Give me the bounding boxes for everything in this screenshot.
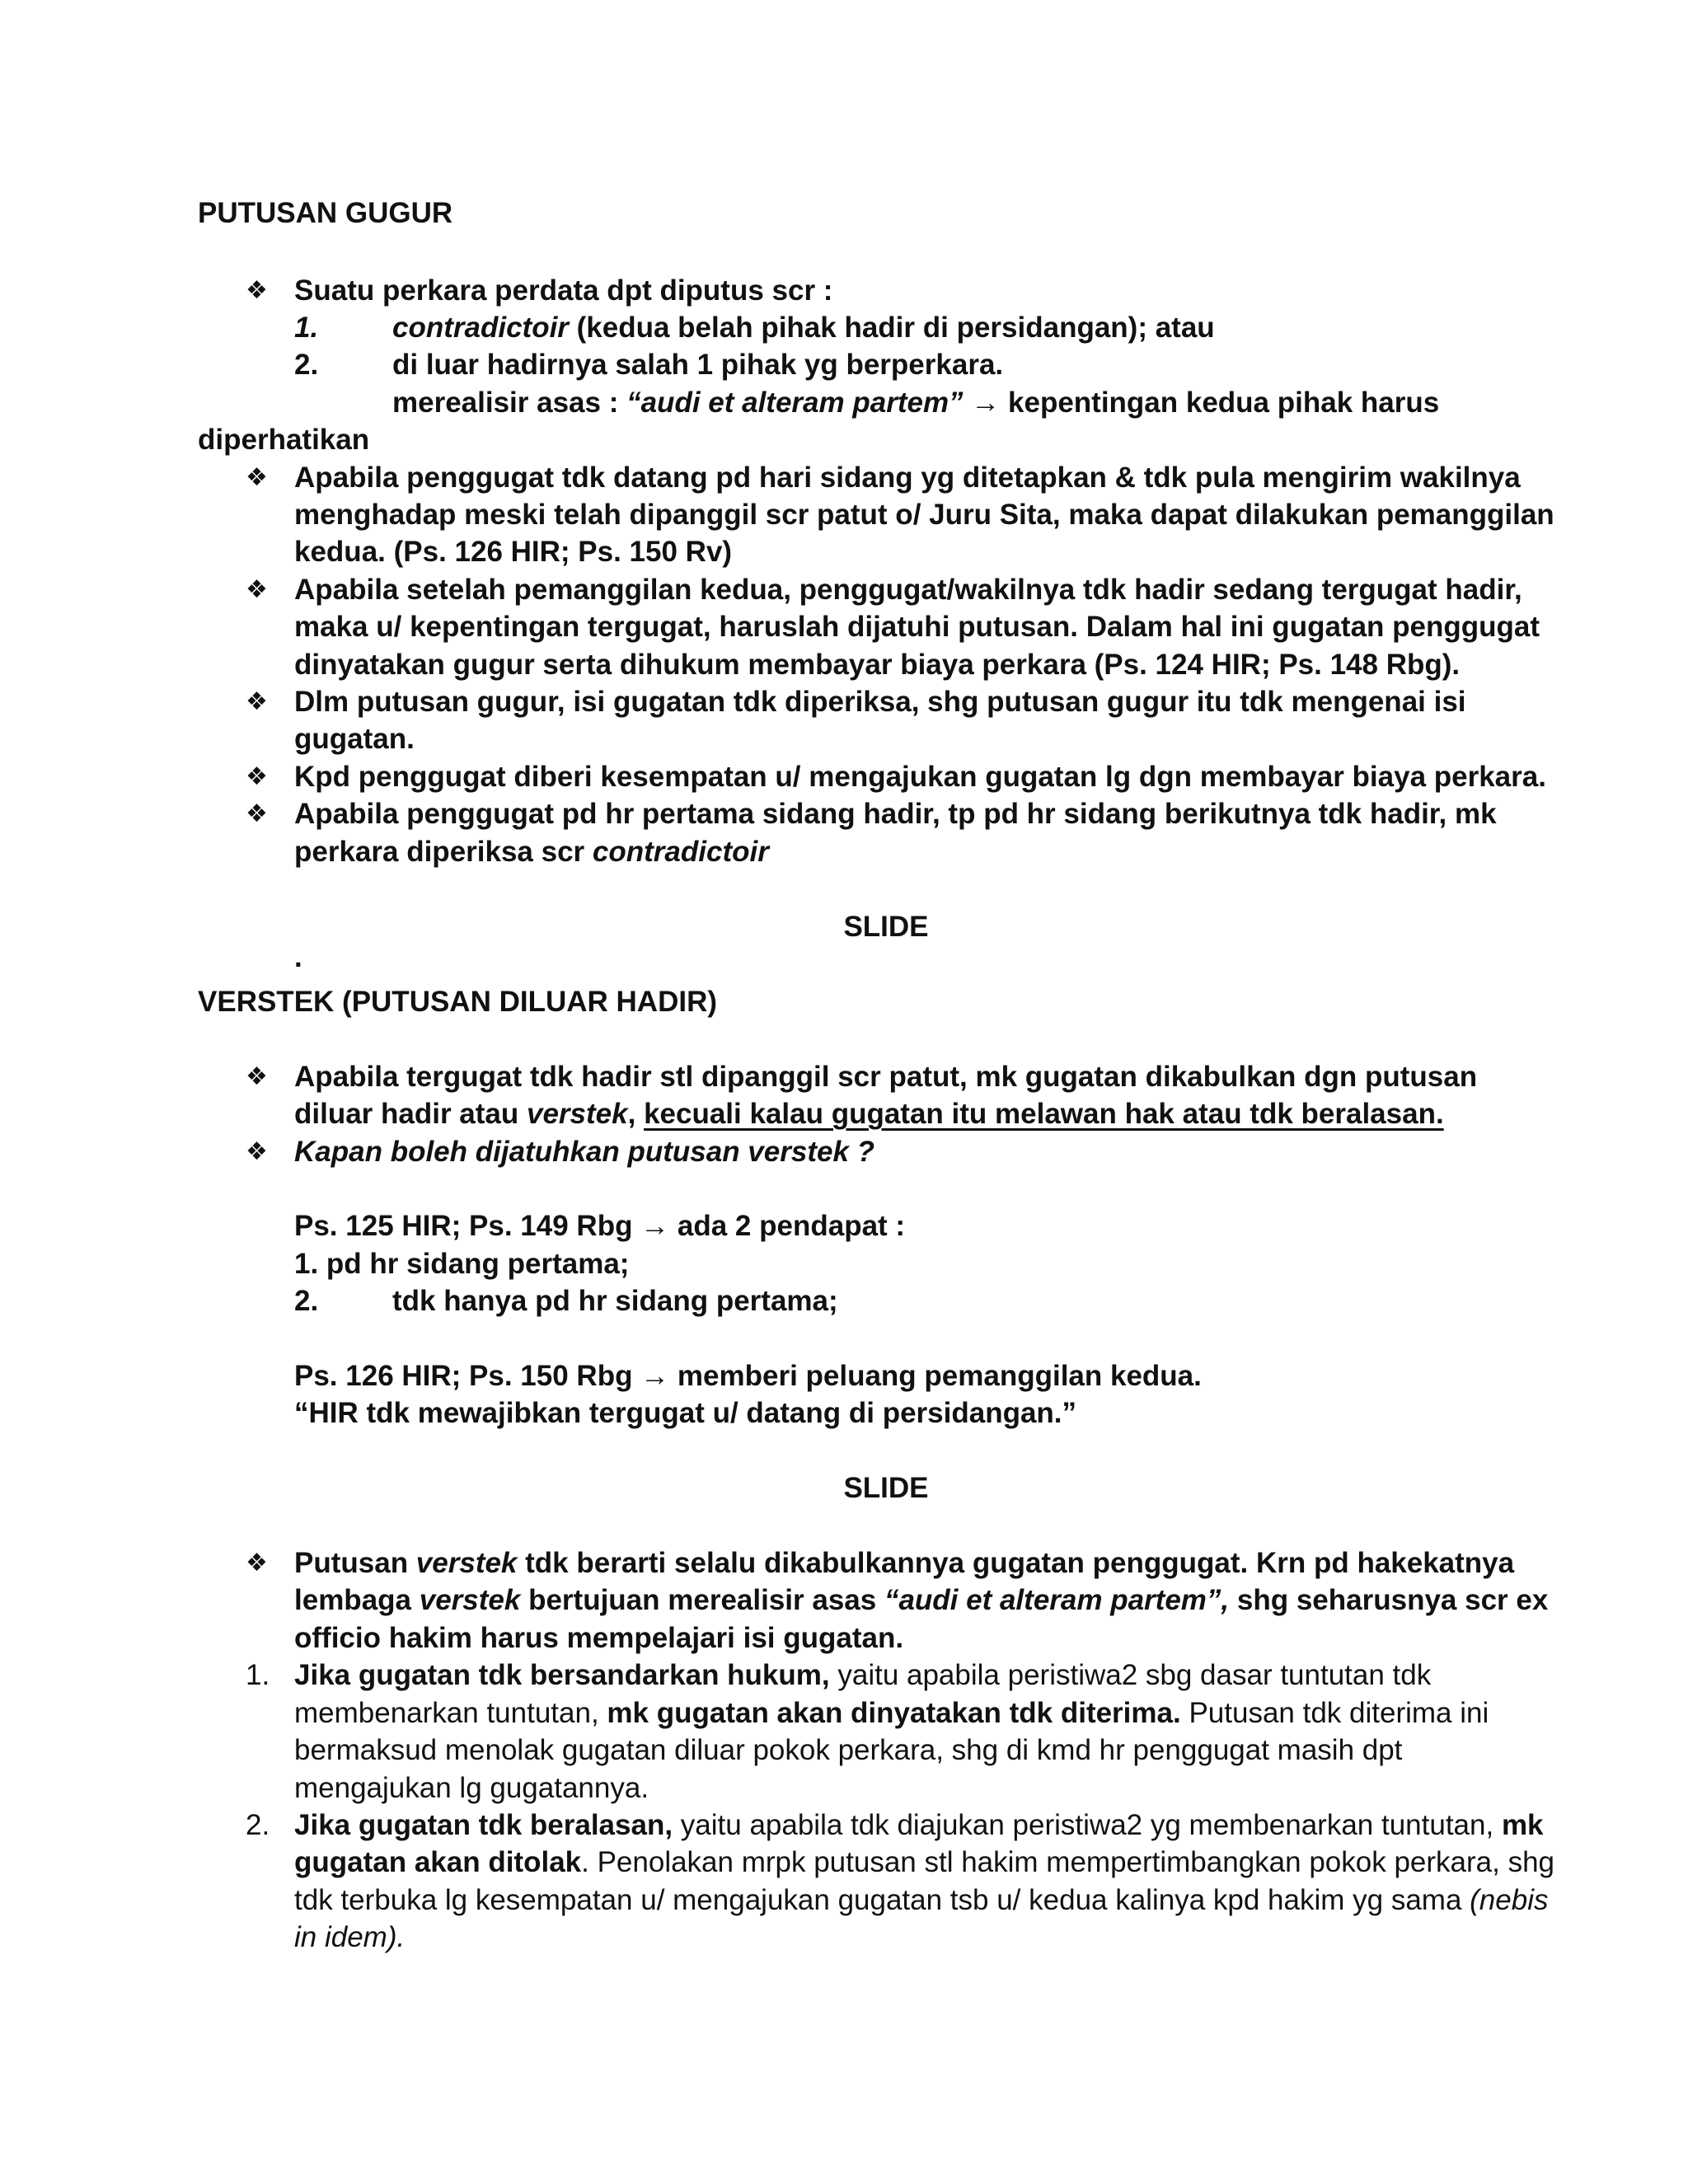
dot-marker: . [294,941,302,973]
bullet-text: Kpd penggugat diberi kesempatan u/ mengajukan gugatan lg dgn membayar biaya perkara. [294,761,1546,793]
list-number: 1. [246,1659,270,1691]
bullet-text: maka u/ kepentingan tergugat, haruslah dijatuhi putusan. Dalam hal ini gugatan penggugat [294,611,1540,643]
bullet-text: officio hakim harus mempelajari isi gugatan. [294,1622,904,1654]
bullet-text: gugatan. [294,723,415,755]
paragraph-line: Ps. 126 HIR; Ps. 150 Rbg → memberi peluang pemanggilan kedua. [294,1360,1202,1392]
diamond-bullet-icon: ❖ [246,277,268,304]
list-number: 2. [246,1809,270,1841]
bullet-text: Apabila tergugat tdk hadir stl dipanggil scr patut, mk gugatan dikabulkan dgn putusan [294,1061,1478,1093]
numbered-text: tdk terbuka lg kesempatan u/ mengajukan gugatan tsb u/ kedua kalinya kpd hakim yg sama (nebis [294,1884,1549,1916]
asas-line: merealisir asas : “audi et alteram partem” → kepentingan kedua pihak harus [392,387,1440,419]
paragraph-line: “HIR tdk mewajibkan tergugat u/ datang di persidangan.” [294,1397,1077,1429]
numbered-text: bermaksud menolak gugatan diluar pokok perkara, shg di kmd hr penggugat masih dpt [294,1734,1403,1766]
slide-marker: SLIDE [843,1472,929,1504]
numbered-text: Jika gugatan tdk beralasan, yaitu apabila tdk diajukan peristiwa2 yg membenarkan tuntutan, mk [294,1809,1544,1841]
numbered-text: Jika gugatan tdk bersandarkan hukum, yaitu apabila peristiwa2 sbg dasar tuntutan tdk [294,1659,1432,1691]
bullet-text: Apabila penggugat pd hr pertama sidang hadir, tp pd hr sidang berikutnya tdk hadir, mk [294,798,1497,830]
bullet-text: Suatu perkara perdata dpt diputus scr : [294,274,833,307]
section-title-putusan-gugur: PUTUSAN GUGUR [198,197,453,229]
diamond-bullet-icon: ❖ [246,800,268,827]
slide-marker: SLIDE [843,911,929,943]
numbered-text: in idem). [294,1921,406,1953]
bullet-text: perkara diperiksa scr contradictoir [294,836,769,868]
diamond-bullet-icon: ❖ [246,763,268,790]
list-number: 2. [294,349,319,381]
bullet-text: dinyatakan gugur serta dihukum membayar biaya perkara (Ps. 124 HIR; Ps. 148 Rbg). [294,649,1461,681]
bullet-text: Apabila penggugat tdk datang pd hari sidang yg ditetapkan & tdk pula mengirim wakilnya [294,462,1521,494]
numbered-text: mengajukan lg gugatannya. [294,1772,649,1804]
paragraph-line: tdk hanya pd hr sidang pertama; [392,1285,838,1317]
list-item: di luar hadirnya salah 1 pihak yg berperkara. [392,349,1004,381]
bullet-text: Putusan verstek tdk berarti selalu dikabulkannya gugatan penggugat. Krn pd hakekatnya [294,1547,1515,1579]
diamond-bullet-icon: ❖ [246,688,268,715]
list-item: contradictoir (kedua belah pihak hadir di persidangan); atau [392,312,1215,344]
bullet-text: Apabila setelah pemanggilan kedua, penggugat/wakilnya tdk hadir sedang tergugat hadir, [294,574,1522,606]
diamond-bullet-icon: ❖ [246,1138,268,1165]
bullet-text: Dlm putusan gugur, isi gugatan tdk diperiksa, shg putusan gugur itu tdk mengenai isi [294,686,1466,718]
bullet-text: kedua. (Ps. 126 HIR; Ps. 150 Rv) [294,536,733,568]
diamond-bullet-icon: ❖ [246,1549,268,1577]
bullet-text: menghadap meski telah dipanggil scr patut o/ Juru Sita, maka dapat dilakukan pemanggilan [294,499,1554,531]
bullet-text: lembaga verstek bertujuan merealisir asas “audi et alteram partem”, shg seharusnya scr ex [294,1584,1549,1616]
asas-line-cont: diperhatikan [198,424,370,456]
numbered-text: membenarkan tuntutan, mk gugatan akan dinyatakan tdk diterima. Putusan tdk diterima ini [294,1697,1489,1729]
section-title-verstek: VERSTEK (PUTUSAN DILUAR HADIR) [198,986,717,1018]
diamond-bullet-icon: ❖ [246,464,268,491]
list-number: 1. [294,312,319,344]
bullet-text: diluar hadir atau verstek, kecuali kalau gugatan itu melawan hak atau tdk beralasan. [294,1098,1444,1130]
numbered-text: gugatan akan ditolak. Penolakan mrpk putusan stl hakim mempertimbangkan pokok perkara, shg [294,1846,1554,1878]
bullet-text: Kapan boleh dijatuhkan putusan verstek ? [294,1136,875,1168]
paragraph-line: Ps. 125 HIR; Ps. 149 Rbg → ada 2 pendapat : [294,1210,906,1242]
diamond-bullet-icon: ❖ [246,576,268,603]
diamond-bullet-icon: ❖ [246,1063,268,1090]
paragraph-line: 1. pd hr sidang pertama; [294,1248,630,1280]
list-number: 2. [294,1285,319,1317]
